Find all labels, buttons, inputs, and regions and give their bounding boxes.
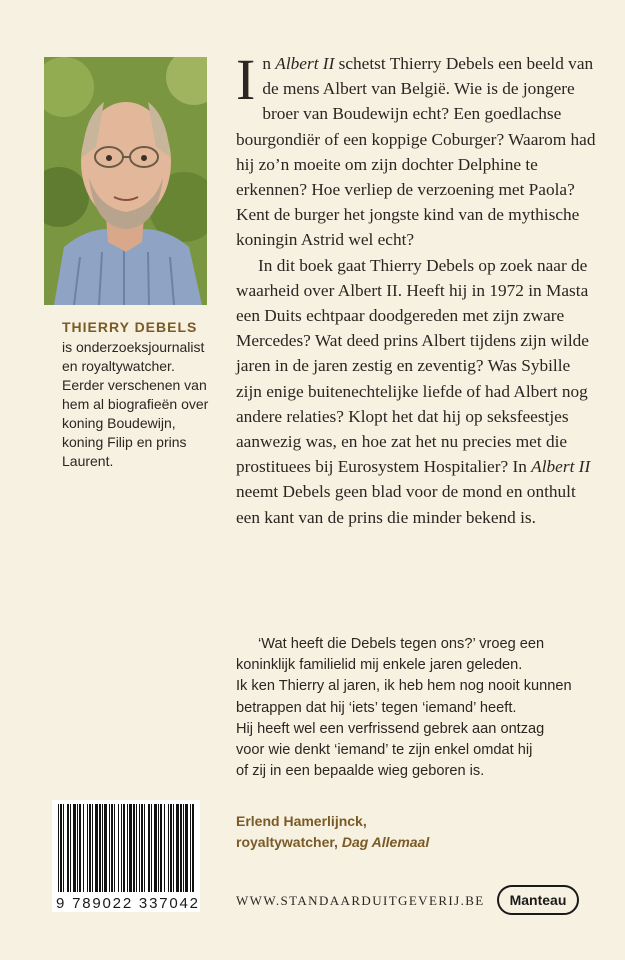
author-name: THIERRY DEBELS <box>62 319 198 335</box>
barcode-bar <box>148 804 150 892</box>
publisher-website: WWW.STANDAARDUITGEVERIJ.BE <box>236 893 485 908</box>
barcode-bar <box>176 804 179 892</box>
barcode-bar <box>104 804 107 892</box>
isbn-barcode <box>52 800 200 896</box>
attribution-name: Erlend Hamerlijnck, <box>236 813 367 829</box>
barcode-bar <box>92 804 93 892</box>
barcode-bar <box>111 804 113 892</box>
barcode-bar <box>170 804 172 892</box>
quote-line: ‘Wat heeft die Debels tegen ons?’ vroeg een <box>258 636 545 652</box>
barcode-bar <box>183 804 184 892</box>
isbn-number: 9 789022 337042 <box>52 895 200 912</box>
blurb-p1-rest: schetst Thierry Debels een beeld van de mens Albert van België. Wie is de jongere broer van Boudewijn echt? Een goedlachse bourgondiër of een koppige Coburger? Waarom had hij zo’n moeite om zijn dochter Delphine te erkennen? Hoe verliep de verzoening met Paola? Kent de burger het jongste kind van de mythische koningin Astrid wel echt? <box>236 54 596 250</box>
quote-line: koninklijk familielid mij enkele jaren geleden. <box>236 657 523 674</box>
barcode-bar <box>154 804 157 892</box>
barcode-bar <box>73 804 76 892</box>
attribution-role: royaltywatcher, <box>236 834 342 850</box>
barcode-bar <box>190 804 191 892</box>
barcode-bar <box>118 804 119 892</box>
book-title: Albert II <box>531 457 591 477</box>
barcode-bar <box>121 804 122 892</box>
barcode-bar <box>164 804 165 892</box>
author-photo <box>44 57 207 305</box>
barcode-bar <box>136 804 137 892</box>
author-bio: is onderzoeksjournalist en royaltywatcher. Eerder verschenen van hem al biografieën over koning Boudewijn, koning Filip en prins Laurent. <box>62 339 209 469</box>
barcode-bar <box>129 804 132 892</box>
barcode-bar <box>151 804 152 892</box>
barcode-bar <box>160 804 162 892</box>
attribution-role-line <box>236 832 429 853</box>
barcode-bar <box>99 804 101 892</box>
publisher-logo: Manteau <box>497 885 579 915</box>
barcode-bar <box>158 804 159 892</box>
barcode-bar <box>70 804 71 892</box>
blurb-text <box>236 47 596 530</box>
quote-line: Ik ken Thierry al jaren, ik heb hem nog nooit kunnen <box>236 678 572 695</box>
barcode-bar <box>141 804 143 892</box>
barcode-bar <box>79 804 81 892</box>
blurb-paragraph-2 <box>236 253 596 530</box>
barcode-bar <box>133 804 135 892</box>
quote-line: voor wie denkt ‘iemand’ te zijn enkel omdat hij <box>236 742 533 759</box>
barcode-bar <box>58 804 59 892</box>
barcode-bar <box>168 804 169 892</box>
barcode-bar <box>180 804 182 892</box>
book-title: Albert II <box>275 54 335 73</box>
blurb-p1-start: n <box>262 54 276 73</box>
attribution-source: Dag Allemaal <box>341 834 430 850</box>
barcode-bars <box>52 800 200 896</box>
barcode-bar <box>67 804 69 892</box>
barcode-bar <box>192 804 194 892</box>
quote-line: betrappen dat hij ‘iets’ tegen ‘iemand’ heeft. <box>236 699 517 716</box>
barcode-bar <box>102 804 103 892</box>
barcode-bar <box>144 804 145 892</box>
barcode-bar <box>87 804 88 892</box>
barcode-bar <box>139 804 140 892</box>
drop-cap: I <box>236 47 256 112</box>
blurb-p2-start: In dit boek gaat Thierry Debels op zoek naar de waarheid over Albert II. Heeft hij in 1972 in Masta een Duits echtpaar doodgereden met zijn zware Mercedes? Wat deed prins Albert tijdens zijn wilde jaren in de jaren zestig en zeventig? Was Sybille zijn enige buitenechtelijke liefde of had Albert nog andere relaties? Klopt het dat hij op seksfeestjes aanwezig was, en hoe zat het nu precies met die prostituees bij Eurosystem Hospitalier? In <box>236 255 589 477</box>
quote-line: of zij in een bepaalde wieg geboren is. <box>236 763 485 780</box>
barcode-bar <box>173 804 174 892</box>
review-quote <box>236 634 616 782</box>
barcode-bar <box>95 804 98 892</box>
barcode-bar <box>60 804 62 892</box>
barcode-bar <box>109 804 110 892</box>
barcode-bar <box>63 804 64 892</box>
blurb-paragraph-1 <box>236 47 596 253</box>
barcode-bar <box>114 804 115 892</box>
quote-attribution <box>236 811 429 853</box>
blurb-p2-rest: neemt Debels geen blad voor de mond en onthult een kant van de prins die minder bekend is. <box>236 482 576 527</box>
quote-line: Hij heeft wel een verfrissend gebrek aan ontzag <box>236 720 545 737</box>
author-portrait-image <box>44 57 207 305</box>
barcode-bar <box>89 804 91 892</box>
barcode-bar <box>77 804 78 892</box>
barcode-bar <box>127 804 128 892</box>
barcode-bar <box>83 804 84 892</box>
barcode-bar <box>185 804 188 892</box>
barcode-bar <box>123 804 125 892</box>
